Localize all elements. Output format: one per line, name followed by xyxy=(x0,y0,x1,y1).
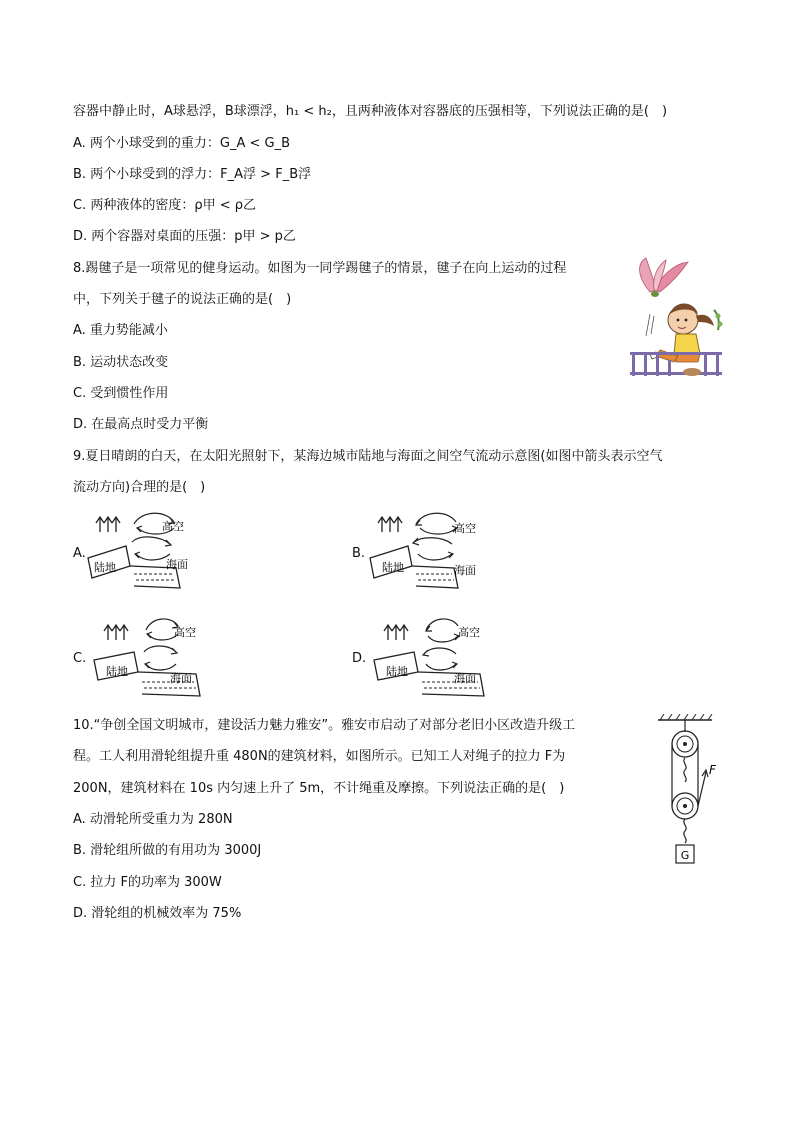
q8-stem-line2: 中，下列关于毽子的说法正确的是( ) xyxy=(73,292,292,307)
label-sea-d: 海面 xyxy=(454,672,476,685)
q9-option-c-letter: C. xyxy=(73,651,87,666)
q8-option-c: C. 受到惯性作用 xyxy=(73,386,169,401)
q7-option-c: C. 两种液体的密度：ρ甲 < ρ乙 xyxy=(73,198,257,213)
q8-option-b: B. 运动状态改变 xyxy=(73,355,169,370)
q10-option-b: B. 滑轮组所做的有用功为 3000J xyxy=(73,843,262,858)
label-land-a: 陆地 xyxy=(94,561,116,574)
label-sea-a: 海面 xyxy=(166,558,188,571)
label-sea-b: 海面 xyxy=(454,564,476,577)
q10-option-c: C. 拉力 F的功率为 300W xyxy=(73,875,222,890)
q8-option-d: D. 在最高点时受力平衡 xyxy=(73,417,209,432)
q10-stem-line2: 程。工人利用滑轮组提升重 480N的建筑材料，如图所示。已知工人对绳子的拉力 F为 xyxy=(73,749,566,764)
label-load-g: G xyxy=(680,849,690,862)
airflow-diagram-a xyxy=(86,508,206,594)
q7-option-a: A. 两个小球受到的重力：G_A < G_B xyxy=(73,136,291,151)
q9-option-d-letter: D. xyxy=(352,651,367,666)
q9-option-a-letter: A. xyxy=(73,546,86,561)
label-force-f: F xyxy=(709,763,716,777)
q8-stem-line1: 8.踢毽子是一项常见的健身运动。如图为一同学踢毽子的情景，毽子在向上运动的过程 xyxy=(73,261,567,276)
q9-stem-line1: 9.夏日晴朗的白天，在太阳光照射下，某海边城市陆地与海面之间空气流动示意图(如图中箭头表示空气 xyxy=(73,449,663,464)
airflow-diagram-d xyxy=(370,612,490,702)
pulley-system-figure xyxy=(654,714,716,866)
q8-option-a: A. 重力势能减小 xyxy=(73,323,168,338)
q10-option-d: D. 滑轮组的机械效率为 75% xyxy=(73,906,242,921)
q7-stem: 容器中静止时，A球悬浮，B球漂浮，h₁ < h₂，且两种液体对容器底的压强相等，下列说法正确的是( ) xyxy=(73,104,668,119)
label-sea-c: 海面 xyxy=(170,672,192,685)
shuttlecock-kick-illustration xyxy=(628,256,724,380)
q7-option-d: D. 两个容器对桌面的压强：p甲 > p乙 xyxy=(73,229,296,244)
label-high-d: 高空 xyxy=(458,626,480,639)
q10-option-a: A. 动滑轮所受重力为 280N xyxy=(73,812,233,827)
q9-option-b-letter: B. xyxy=(352,546,366,561)
label-high-c: 高空 xyxy=(174,626,196,639)
q10-stem-line1: 10.“争创全国文明城市，建设活力魅力雅安”。雅安市启动了对部分老旧小区改造升级工 xyxy=(73,718,576,733)
q7-option-b: B. 两个小球受到的浮力：F_A浮 > F_B浮 xyxy=(73,167,312,182)
label-land-d: 陆地 xyxy=(386,665,408,678)
airflow-diagram-c xyxy=(90,612,210,702)
label-high-a: 高空 xyxy=(162,520,184,533)
airflow-diagram-b xyxy=(368,508,488,594)
q9-stem-line2: 流动方向)合理的是( ) xyxy=(73,480,206,495)
q10-stem-line3: 200N，建筑材料在 10s 内匀速上升了 5m，不计绳重及摩擦。下列说法正确的是( ) xyxy=(73,781,565,796)
label-land-b: 陆地 xyxy=(382,561,404,574)
label-high-b: 高空 xyxy=(454,522,476,535)
label-land-c: 陆地 xyxy=(106,665,128,678)
